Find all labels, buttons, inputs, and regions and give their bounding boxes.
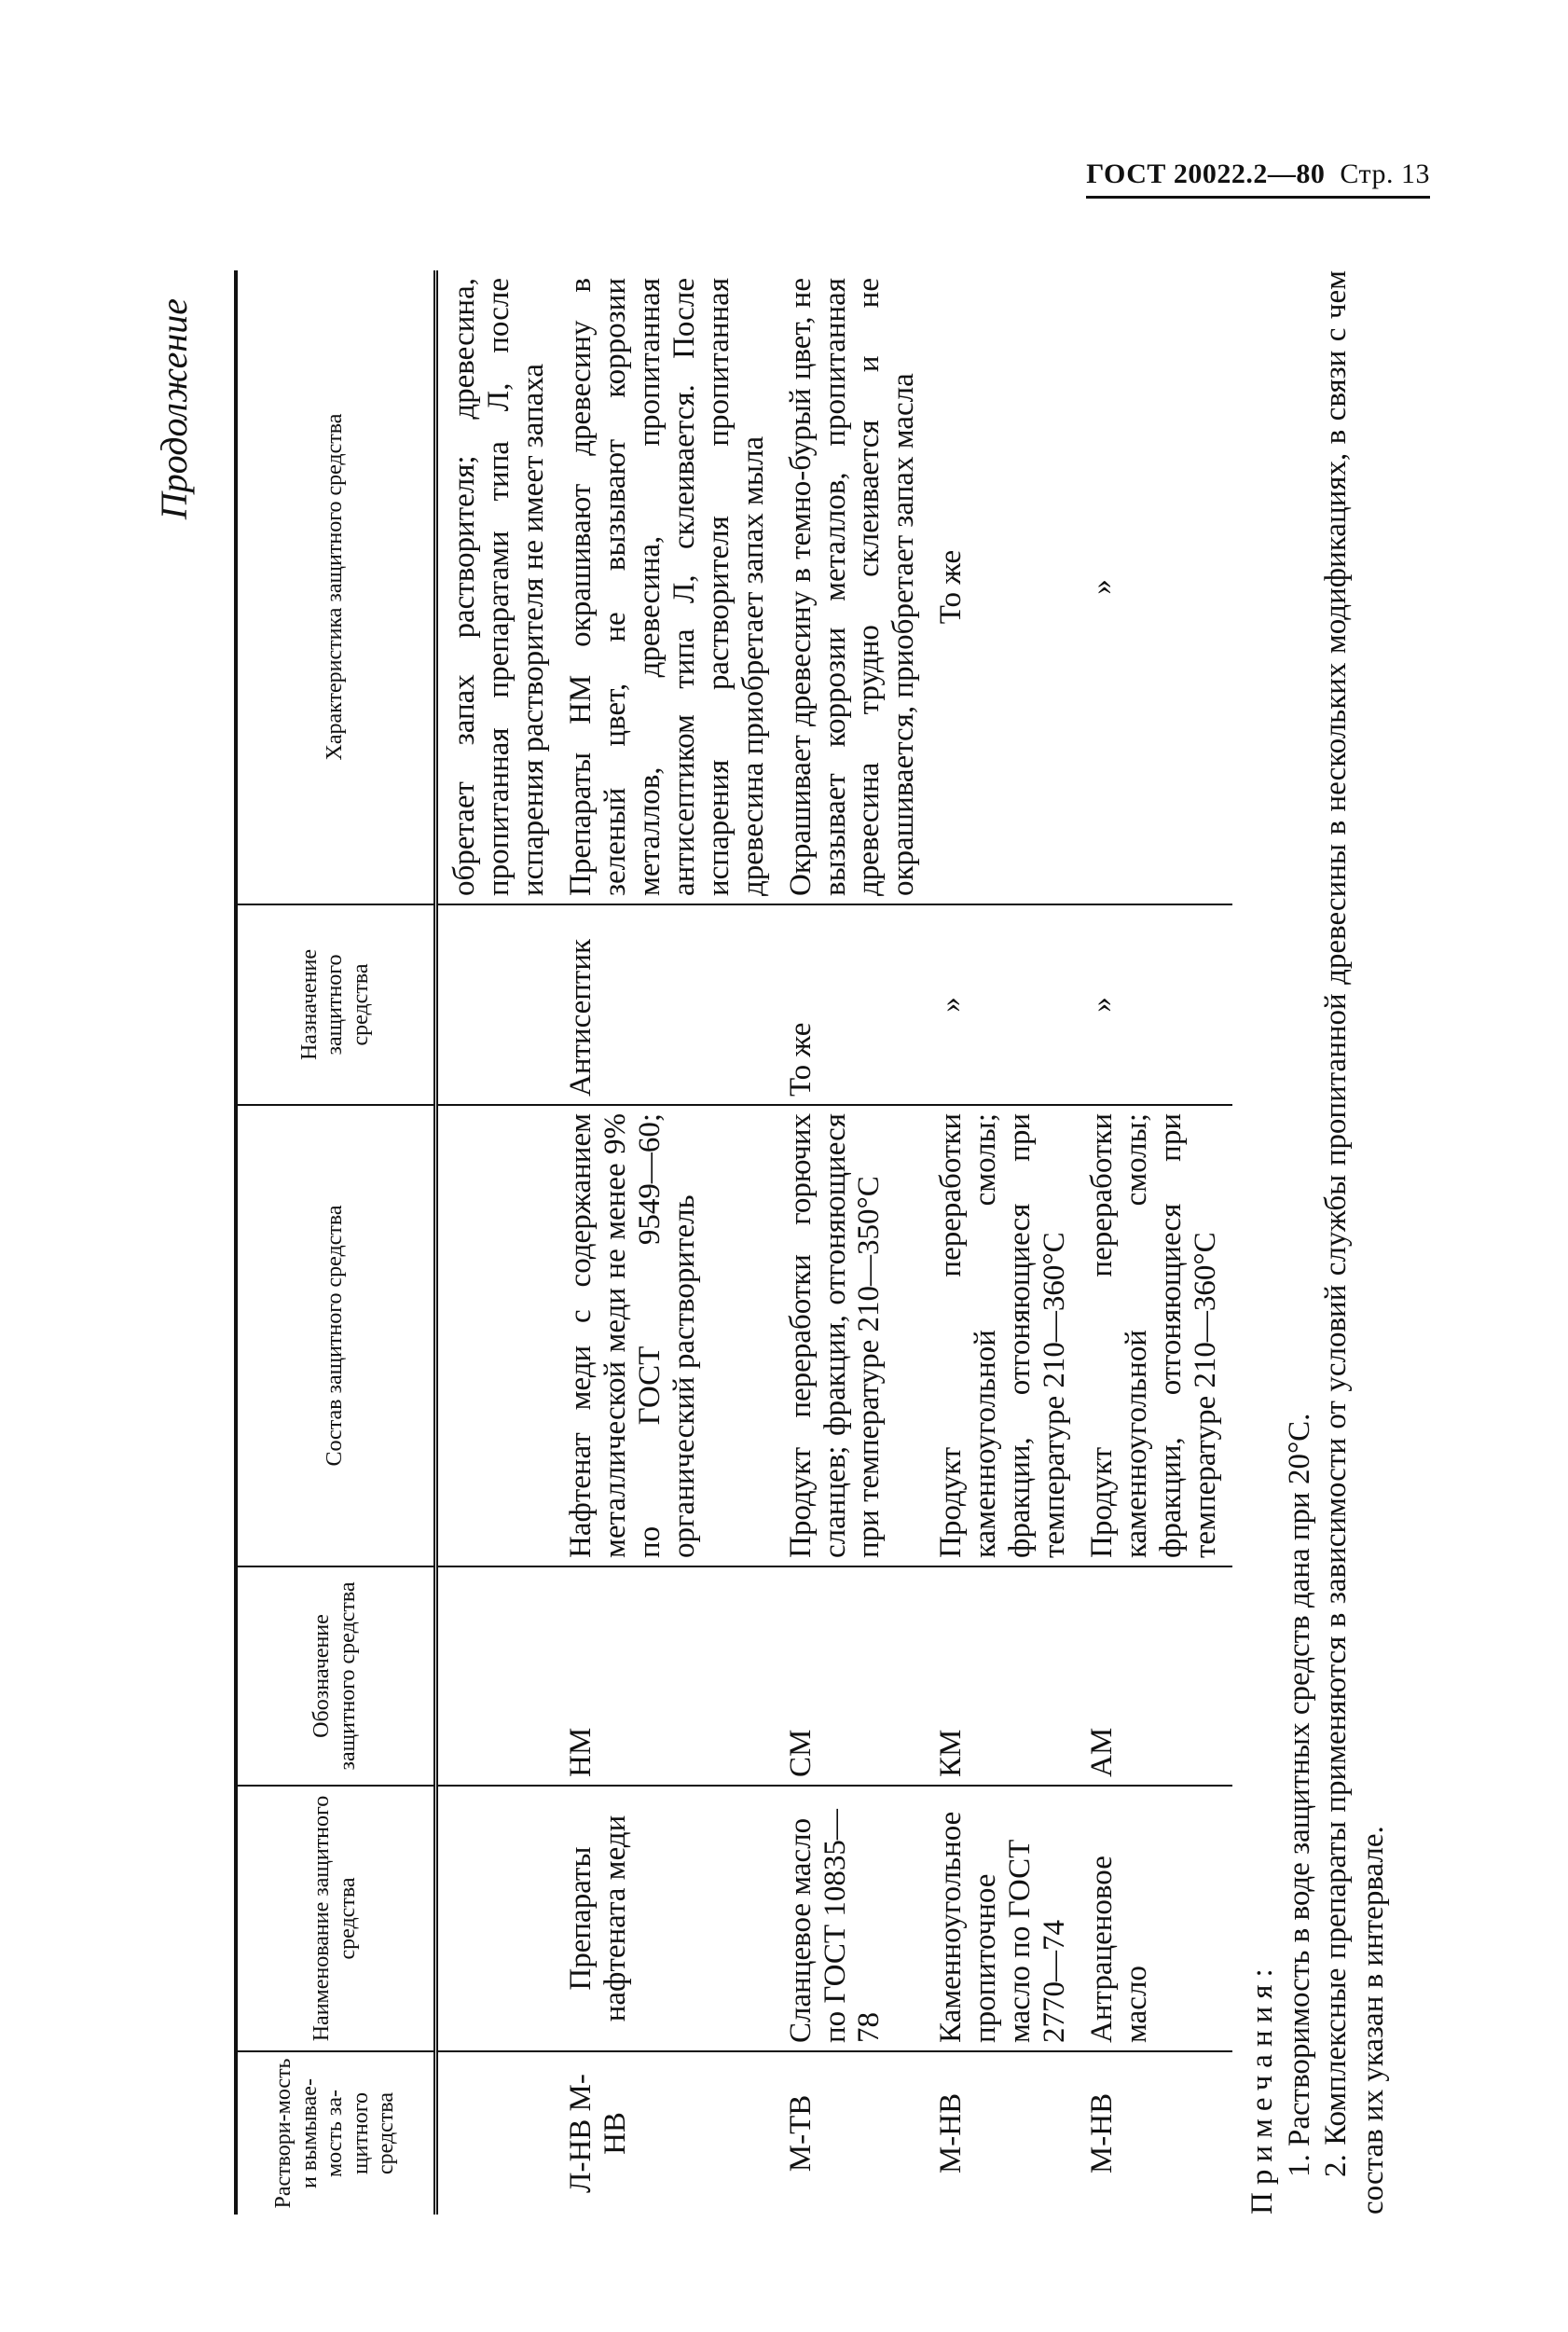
table-row [560, 270, 780, 2215]
cell-purpose: » [1081, 904, 1232, 1105]
cell-solubility: Л-НВ М-НВ [560, 2051, 780, 2215]
notes-block [1245, 270, 1392, 2215]
cell-designation: СМ [780, 1566, 931, 1786]
col-header-composition: Состав защитного средства [236, 1105, 436, 1566]
cell-characteristics: То же [934, 549, 969, 625]
cell-name: Антраценовое масло [1081, 1786, 1232, 2051]
note-item: 1. Растворимость в воде защитных средств дана при 20°С. [1282, 1413, 1316, 2177]
cell-composition: Нафтенат меди с содержанием металлической меди не менее 9% по ГОСТ 9549—60; органический растворитель [560, 1105, 780, 1566]
table-row [930, 270, 1081, 2215]
cell-purpose: То же [780, 904, 931, 1105]
cell-characteristics: » [1085, 579, 1120, 595]
cell-name: Каменноугольное пропиточное масло по ГОСТ 2770—74 [930, 1786, 1081, 2051]
cell-designation: АМ [1081, 1566, 1232, 1786]
cell-composition: Продукт переработки горючих сланцев; фракции, отгоняющиеся при температуре 210—350°С [780, 1105, 931, 1566]
cell-solubility: М-НВ [1081, 2051, 1232, 2215]
cell-purpose [436, 904, 560, 1105]
table-row [436, 270, 560, 2215]
cell-composition: Продукт переработки каменноугольной смолы; фракции, отгоняющиеся при температуре 210—360°С [930, 1105, 1081, 1566]
cell-composition [436, 1105, 560, 1566]
cell-characteristics: Окрашивает древесину в темно-бурый цвет, не вызывает коррозии металлов, пропитанная древесина трудно склеивается и не окрашивается, приобретает запах масла [783, 278, 921, 896]
page-number: Стр. 13 [1340, 159, 1430, 189]
cell-purpose: Антисептик [560, 904, 780, 1105]
table-row [1081, 270, 1232, 2215]
table-row [780, 270, 931, 2215]
cell-characteristics: обретает запах растворителя; древесина, пропитанная препаратами типа Л, после испарения растворителя не имеет запаха [447, 278, 550, 896]
protective-agents-table [234, 270, 1232, 2215]
table-header-row [236, 270, 436, 2215]
col-header-solubility: Раствори-мость и вымывае-мость за-щитного средства [236, 2051, 436, 2215]
standard-code: ГОСТ 20022.2—80 [1086, 159, 1326, 189]
cell-designation: НМ [560, 1566, 780, 1786]
col-header-designation: Обозначение защитного средства [236, 1566, 436, 1786]
cell-composition: Продукт переработки каменноугольной смолы; фракции, отгоняющиеся при температуре 210—360°С [1081, 1105, 1232, 1566]
cell-name: Сланцевое масло по ГОСТ 10835—78 [780, 1786, 931, 2051]
continuation-label: Продолжение [153, 298, 195, 520]
cell-solubility: М-НВ [930, 2051, 1081, 2215]
col-header-name: Наименование защитного средства [236, 1786, 436, 2051]
cell-designation [436, 1566, 560, 1786]
notes-title: Примечания: [1245, 1961, 1279, 2215]
note-item: 2. Комплексные препараты применяются в зависимости от условий службы пропитанной древесины в нескольких модификациях, в связи с чем состав их указан в интервале. [1319, 270, 1390, 2215]
cell-name: Препараты нафтената меди [560, 1786, 780, 2051]
cell-solubility: М-ТВ [780, 2051, 931, 2215]
rotated-content [154, 270, 1440, 2215]
cell-purpose: » [930, 904, 1081, 1105]
cell-solubility [436, 2051, 560, 2215]
page-header [1086, 159, 1430, 199]
cell-designation: КМ [930, 1566, 1081, 1786]
col-header-characteristics: Характеристика защитного средства [236, 270, 436, 904]
cell-name [436, 1786, 560, 2051]
col-header-purpose: Назначение защитного средства [236, 904, 436, 1105]
cell-characteristics: Препараты НМ окрашивают древесину в зеленый цвет, не вызывают коррозии металлов, древесина, пропитанная антисептиком типа Л, склеивается. После испарения растворителя пропитанная древесина приобретает запах мыла [563, 278, 770, 896]
